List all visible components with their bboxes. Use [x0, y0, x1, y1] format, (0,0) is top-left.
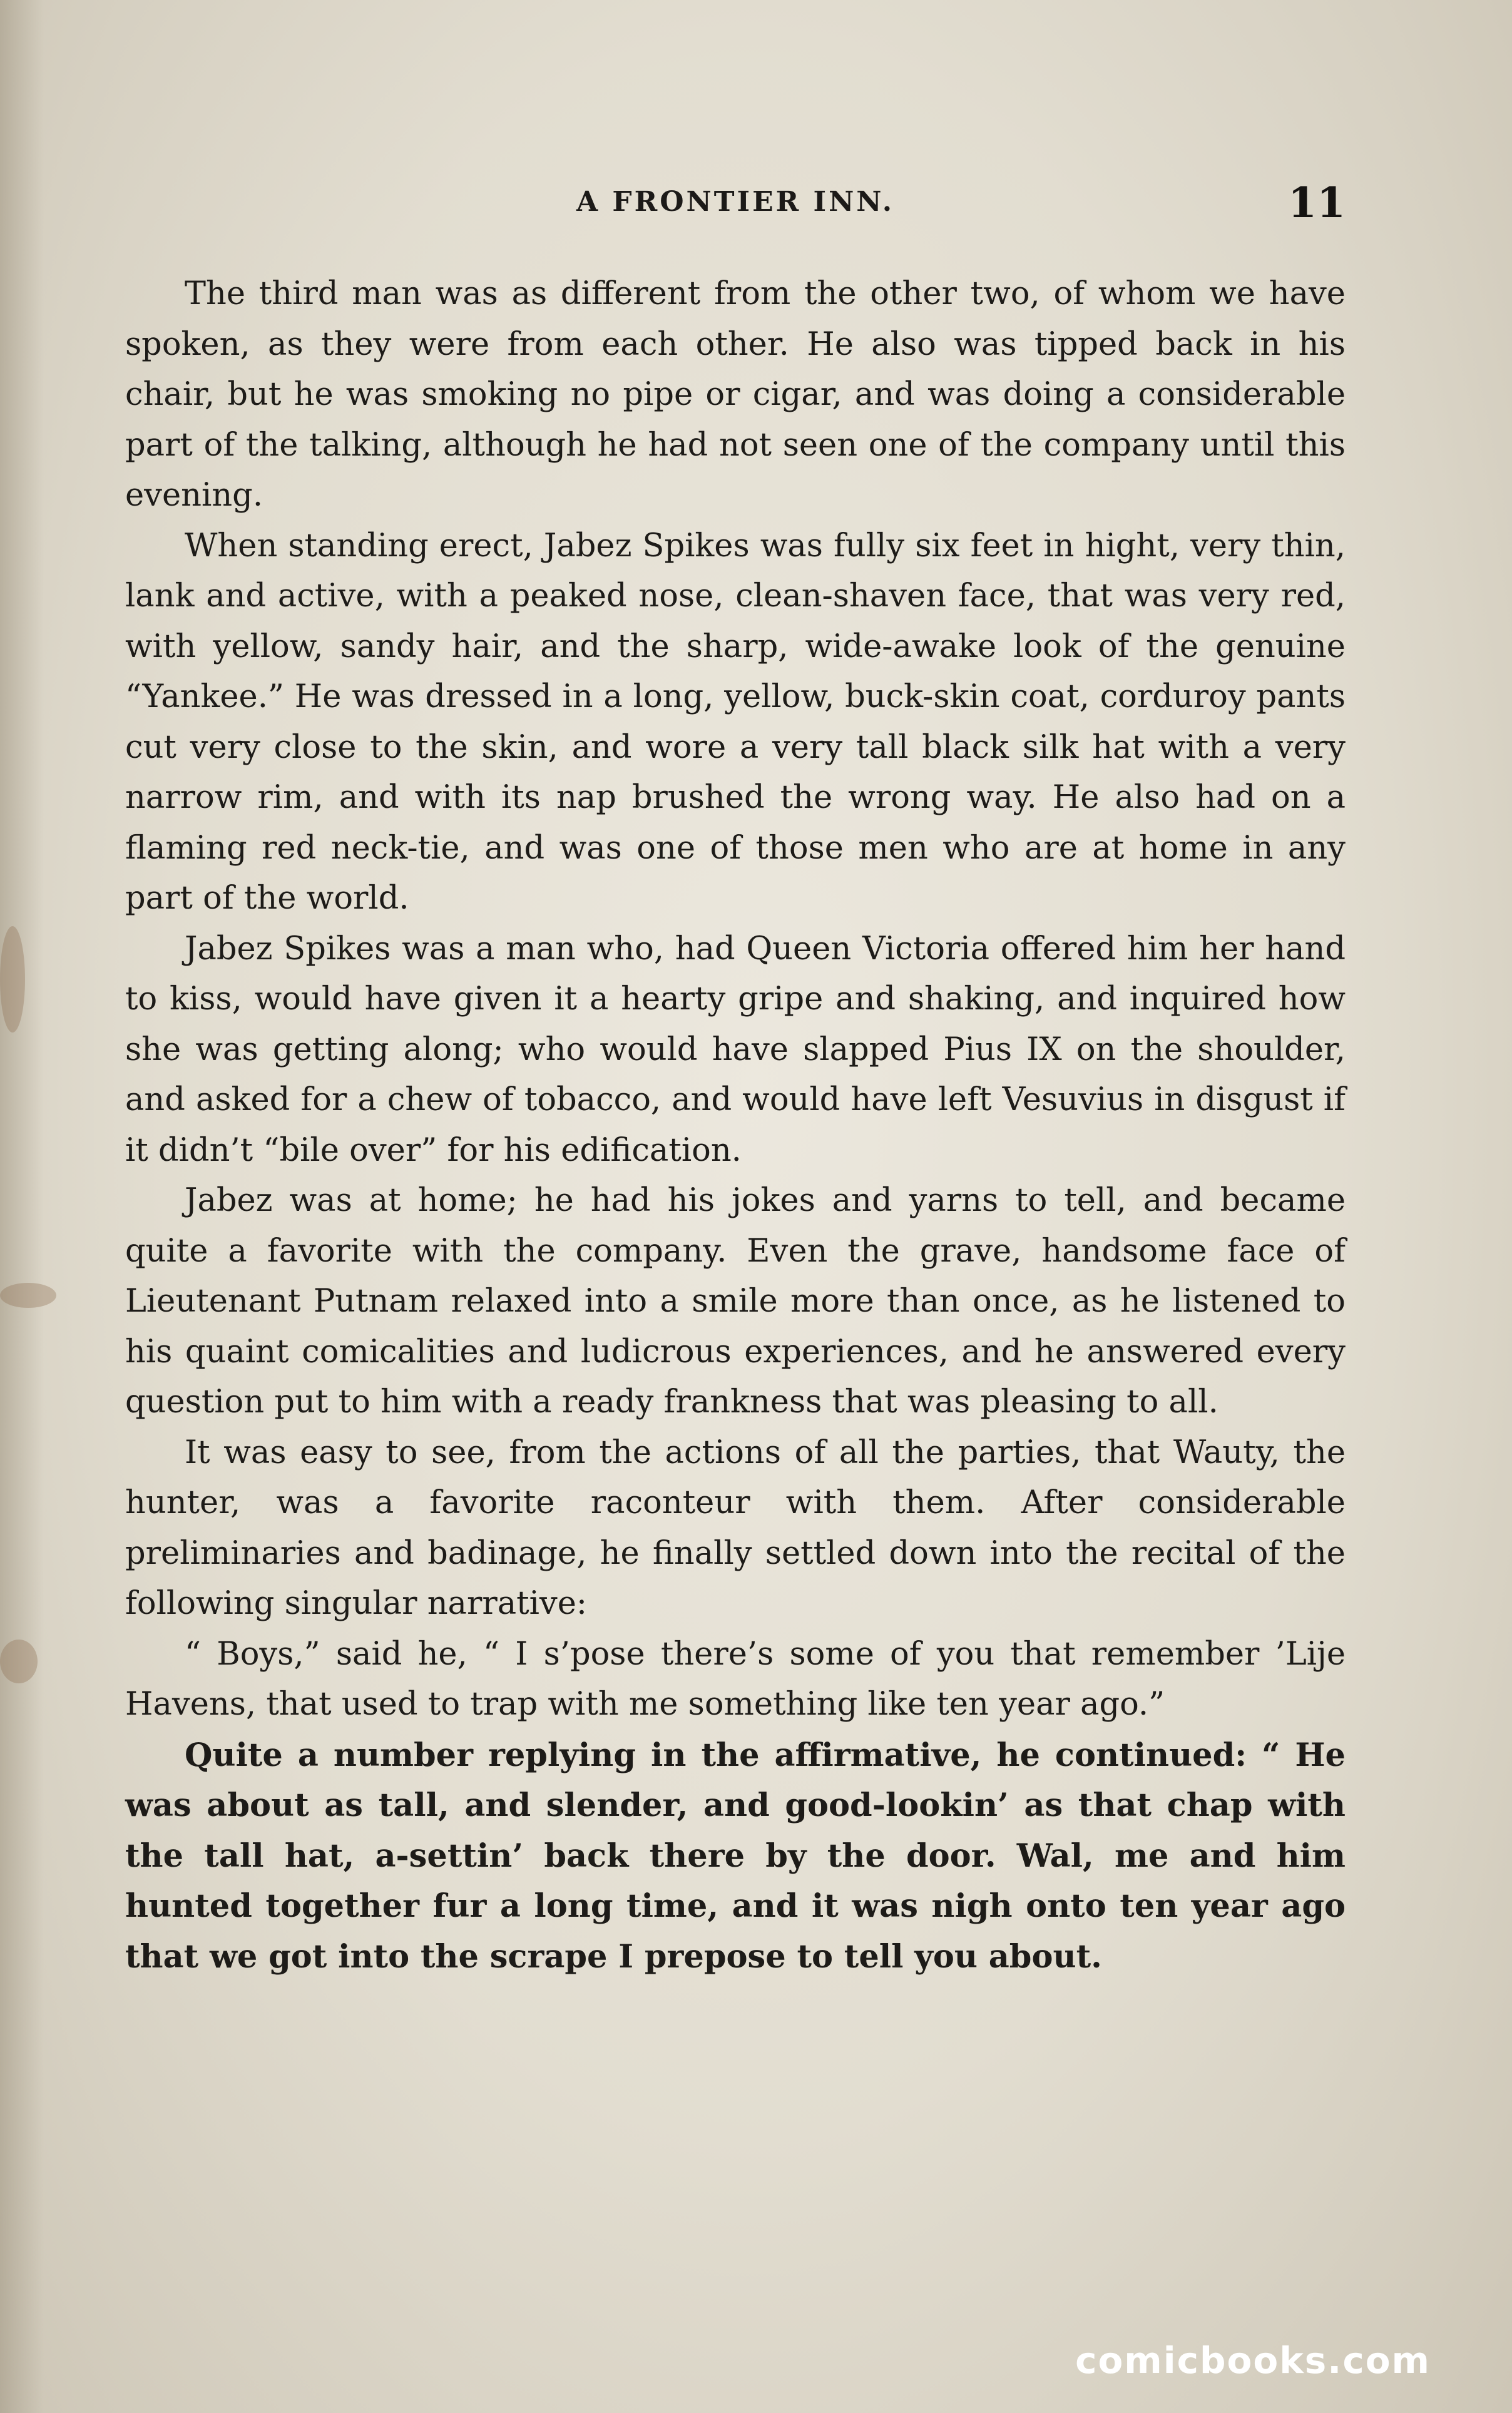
paragraph: The third man was as different from the other two, of whom we have spoken, as they were from each other. He also was tipped back in his chair, but he was smoking no pipe or cigar, and was doing a considerable part of the talking, although he had not seen one of the company until this evening. — [125, 275, 1346, 514]
running-head: A FRONTIER INN. — [576, 186, 895, 218]
paragraph: Quite a number replying in the affirmative, he continued: “ He was about as tall, and slender, and good-lookin’ as that chap with the tall hat, a-settin’ back there by the door. Wal, me and him hunted together fur a long time, and it was nigh onto ten year ago that we got into the scrape I prepose to tell you about. — [125, 1736, 1346, 1976]
paper-stain — [0, 1640, 38, 1683]
paragraph: It was easy to see, from the actions of all the parties, that Wauty, the hunter, was a favorite raconteur with them. After considerable preliminaries and badinage, he finally settled down into the recital of the following singular narrative: — [125, 1434, 1346, 1622]
paper-stain — [0, 1283, 56, 1308]
body-text — [125, 269, 1346, 1982]
paragraph: Jabez was at home; he had his jokes and yarns to tell, and became quite a favorite with the company. Even the grave, handsome face of Lieutenant Putnam relaxed into a smile more than once, as he listened to his quaint comicalities and ludicrous experiences, and he answered every question put to him with a ready frankness that was pleasing to all. — [125, 1182, 1346, 1421]
page-number: 11 — [1288, 178, 1346, 227]
paragraph: When standing erect, Jabez Spikes was fully six feet in hight, very thin, lank and active, with a peaked nose, clean-shaven face, that was very red, with yellow, sandy hair, and the sharp, wide-awake look of the genuine “Yankee.” He was dressed in a long, yellow, buck-skin coat, corduroy pants cut very close to the skin, and wore a very tall black silk hat with a very narrow rim, and with its nap brushed the wrong way. He also had on a flaming red neck-tie, and was one of those men who are at home in any part of the world. — [125, 527, 1346, 917]
paragraph: “ Boys,” said he, “ I s’pose there’s some of you that remember ’Lije Havens, that used to trap with me something like ten year ago.” — [125, 1635, 1346, 1723]
paragraph: Jabez Spikes was a man who, had Queen Victoria offered him her hand to kiss, would have given it a hearty gripe and shaking, and inquired how she was getting along; who would have slapped Pius IX on the shoulder, and asked for a chew of tobacco, and would have left Vesuvius in disgust if it didn’t “bile over” for his edification. — [125, 930, 1346, 1169]
site-watermark: comicbooks.com — [1075, 2339, 1431, 2382]
page-edge-shadow — [0, 0, 44, 2413]
paper-stain — [0, 926, 25, 1033]
page-header — [125, 178, 1346, 235]
